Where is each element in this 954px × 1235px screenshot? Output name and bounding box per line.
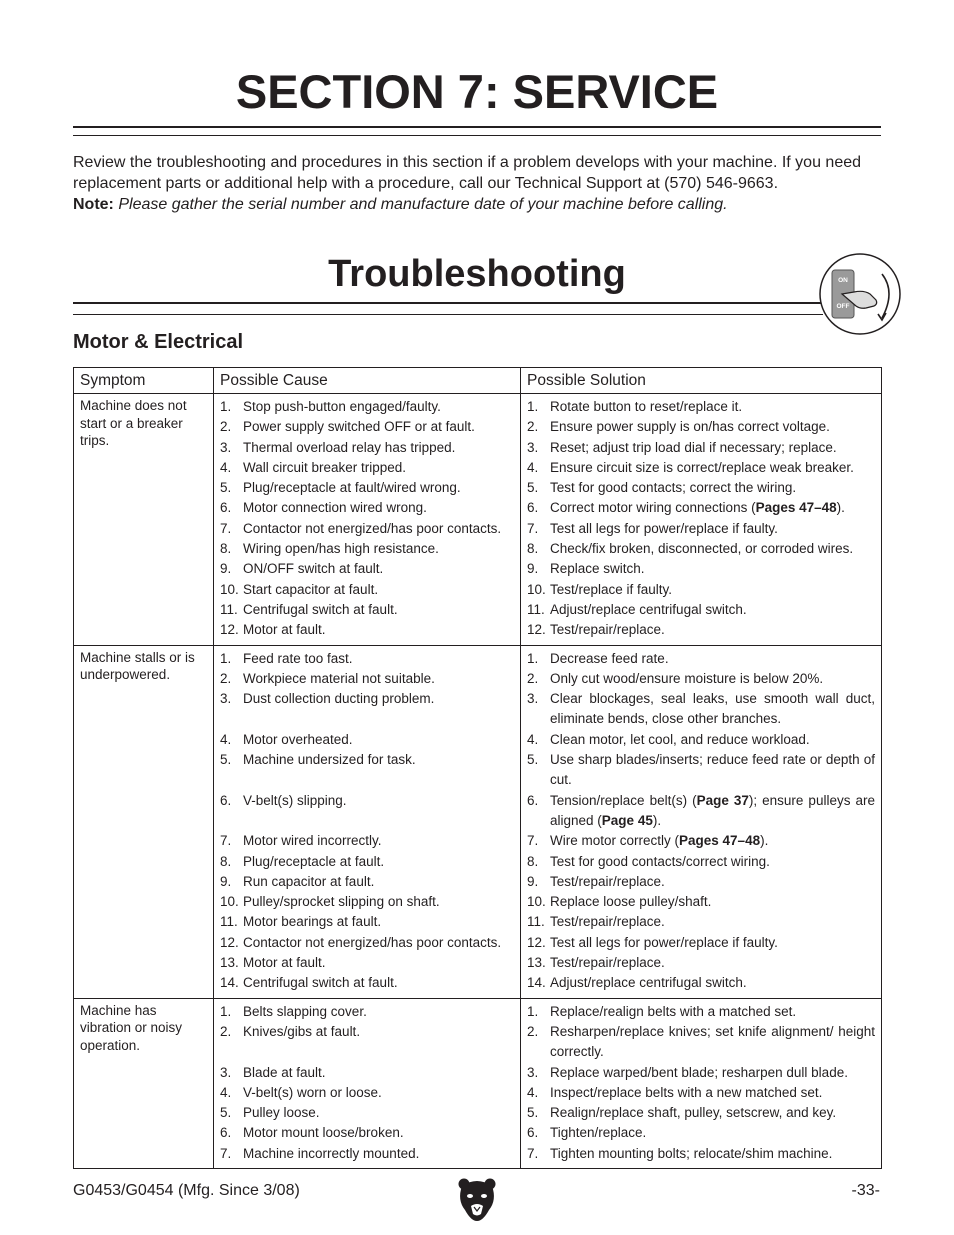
list-item: 8. Test for good contacts/correct wiring.: [527, 853, 770, 869]
list-item: 10. Start capacitor at fault.: [220, 581, 379, 597]
list-item: 1. Feed rate too fast.: [220, 650, 353, 666]
list-item: 8. Plug/receptacle at fault.: [220, 853, 385, 869]
list-item: 6. Motor connection wired wrong.: [220, 500, 427, 516]
list-item: 11. Test/repair/replace.: [527, 914, 665, 930]
troubleshooting-title: Troubleshooting: [328, 253, 626, 295]
note-text: Please gather the serial number and manufacture date of your machine before calling.: [118, 196, 728, 213]
list-item: 2. Resharpen/replace knives; set knife alignment/ height correctly.: [527, 1023, 875, 1060]
table-row: [74, 394, 882, 646]
table-row: [74, 645, 882, 998]
symptom-cell: Machine stalls or is underpowered.: [74, 645, 214, 998]
subsection-title: Motor & Electrical: [73, 331, 244, 353]
list-item: 1. Rotate button to reset/replace it.: [527, 399, 743, 414]
list-item: 7. Wire motor correctly (Pages 47–48).: [527, 833, 769, 849]
list-item: 3. Thermal overload relay has tripped.: [220, 439, 456, 455]
list-item: 9. ON/OFF switch at fault.: [220, 561, 384, 577]
list-item: 12. Test/repair/replace.: [527, 622, 665, 638]
solution-cell: [521, 645, 882, 998]
list-item: 5. Use sharp blades/inserts; reduce feed rate or depth of cut.: [527, 752, 875, 788]
list-item: 3. Dust collection ducting problem.: [220, 691, 435, 707]
list-item: 2. Only cut wood/ensure moisture is below 20%.: [527, 670, 824, 686]
table-header-row: [74, 368, 882, 394]
list-item: 5. Test for good contacts; correct the wiring.: [527, 480, 797, 496]
troubleshooting-rule-thin: [73, 314, 823, 315]
list-item: 4. Wall circuit breaker tripped.: [220, 459, 407, 475]
section-title: SECTION 7: SERVICE: [235, 65, 719, 118]
list-item: 10. Test/replace if faulty.: [527, 581, 673, 597]
switch-on-label: ON: [838, 277, 848, 284]
on-off-switch-icon: [818, 252, 902, 336]
list-item: 12. Test all legs for power/replace if faulty.: [527, 934, 778, 950]
list-item: 3. Replace warped/bent blade; resharpen dull blade.: [527, 1064, 848, 1080]
list-item: 7. Contactor not energized/has poor contacts.: [220, 520, 502, 536]
list-item: 10. Replace loose pulley/shaft.: [527, 894, 712, 910]
switch-off-label: OFF: [836, 303, 850, 310]
list-item: 12. Motor at fault.: [220, 622, 326, 638]
troubleshooting-table: [73, 367, 882, 1169]
note-label: Note:: [73, 196, 114, 213]
cause-cell: [214, 645, 521, 998]
solution-cell: [521, 998, 882, 1168]
list-item: 4. V-belt(s) worn or loose.: [220, 1084, 382, 1100]
list-item: 6. Tension/replace belt(s) (Page 37); ensure pulleys are aligned (Page 45).: [527, 792, 875, 828]
list-item: 6. Tighten/replace.: [527, 1125, 647, 1141]
list-item: 10. Pulley/sprocket slipping on shaft.: [220, 894, 440, 910]
list-item: 2. Knives/gibs at fault.: [220, 1023, 361, 1039]
list-item: 5. Plug/receptacle at fault/wired wrong.: [220, 480, 461, 496]
list-item: 4. Clean motor, let cool, and reduce workload.: [527, 731, 810, 747]
list-item: 13. Test/repair/replace.: [527, 955, 665, 971]
list-item: 12. Contactor not energized/has poor contacts.: [220, 934, 502, 950]
title-rule-thin: [73, 135, 881, 136]
table-row: [74, 998, 882, 1168]
list-item: 9. Replace switch.: [527, 561, 645, 577]
list-item: 2. Power supply switched OFF or at fault.: [220, 419, 475, 435]
list-item: 4. Ensure circuit size is correct/replace weak breaker.: [527, 459, 854, 475]
symptom-cell: Machine does not start or a breaker trips.: [74, 394, 214, 646]
list-item: 6. Correct motor wiring connections (Pages 47–48).: [527, 500, 845, 516]
list-item: 8. Check/fix broken, disconnected, or corroded wires.: [527, 541, 854, 557]
list-item: 2. Ensure power supply is on/has correct voltage.: [527, 419, 830, 435]
list-item: 14. Centrifugal switch at fault.: [220, 975, 398, 991]
page-number: -33-: [851, 1182, 880, 1199]
troubleshooting-rule-thick: [73, 302, 823, 304]
grizzly-bear-logo-icon: [457, 1176, 497, 1222]
list-item: 7. Test all legs for power/replace if faulty.: [527, 520, 778, 536]
list-item: 13. Motor at fault.: [220, 955, 326, 971]
list-item: 5. Machine undersized for task.: [220, 752, 416, 768]
list-item: 7. Tighten mounting bolts; relocate/shim machine.: [527, 1145, 833, 1161]
header-solution: Possible Solution: [521, 368, 882, 394]
list-item: 9. Run capacitor at fault.: [220, 873, 375, 889]
footer-model: G0453/G0454 (Mfg. Since 3/08): [73, 1182, 300, 1199]
list-item: 7. Motor wired incorrectly.: [220, 833, 382, 849]
list-item: 6. Motor mount loose/broken.: [220, 1125, 404, 1141]
header-symptom: Symptom: [74, 368, 214, 394]
cause-cell: [214, 394, 521, 646]
list-item: 1. Replace/realign belts with a matched set.: [527, 1003, 797, 1019]
list-item: 1. Stop push-button engaged/faulty.: [220, 399, 441, 414]
list-item: 3. Reset; adjust trip load dial if necessary; replace.: [527, 439, 837, 455]
list-item: 11. Centrifugal switch at fault.: [220, 601, 398, 617]
solution-cell: [521, 394, 882, 646]
list-item: 11. Motor bearings at fault.: [220, 914, 382, 930]
list-item: 9. Test/repair/replace.: [527, 873, 665, 889]
list-item: 5. Realign/replace shaft, pulley, setscrew, and key.: [527, 1105, 837, 1121]
symptom-cell: Machine has vibration or noisy operation.: [74, 998, 214, 1168]
list-item: 3. Blade at fault.: [220, 1064, 326, 1080]
intro-paragraph: [73, 152, 885, 215]
list-item: 4. Motor overheated.: [220, 731, 353, 747]
list-item: 3. Clear blockages, seal leaks, use smooth wall duct, eliminate bends, close other branches.: [527, 691, 875, 727]
title-rule-thick: [73, 126, 881, 128]
list-item: 2. Workpiece material not suitable.: [220, 670, 435, 686]
list-item: 7. Machine incorrectly mounted.: [220, 1145, 420, 1161]
intro-text: Review the troubleshooting and procedures in this section if a problem develops with your machine. If you need replacement parts or additional help with a procedure, call our Technical Support at (570) 546-9663.: [73, 154, 862, 192]
list-item: 11. Adjust/replace centrifugal switch.: [527, 601, 747, 617]
list-item: 1. Belts slapping cover.: [220, 1003, 367, 1019]
list-item: 6. V-belt(s) slipping.: [220, 792, 347, 808]
list-item: 1. Decrease feed rate.: [527, 650, 669, 666]
list-item: 4. Inspect/replace belts with a new matched set.: [527, 1084, 823, 1100]
cause-cell: [214, 998, 521, 1168]
header-cause: Possible Cause: [214, 368, 521, 394]
list-item: 14. Adjust/replace centrifugal switch.: [527, 975, 747, 991]
list-item: 8. Wiring open/has high resistance.: [220, 541, 439, 557]
list-item: 5. Pulley loose.: [220, 1105, 320, 1121]
